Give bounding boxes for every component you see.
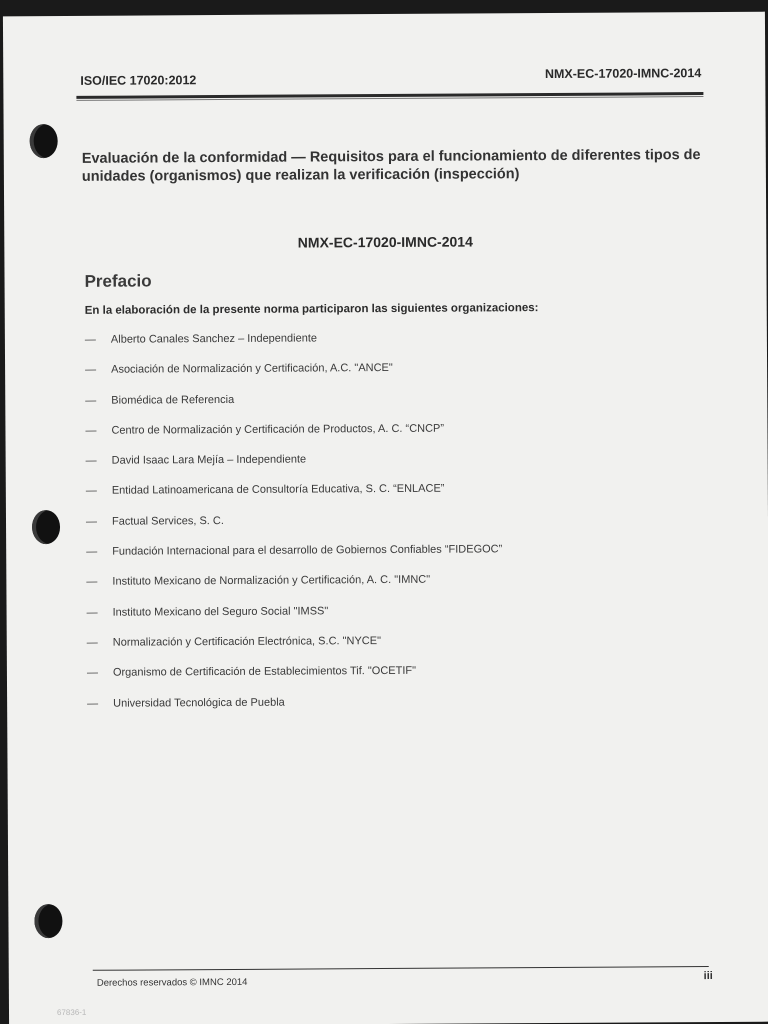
list-item <box>87 695 503 728</box>
list-dash: — <box>85 394 97 407</box>
section-heading: Prefacio <box>84 271 152 291</box>
list-item <box>86 574 502 607</box>
organization-name: Centro de Normalización y Certificación de Productos, A. C. “CNCP” <box>111 422 445 437</box>
list-item <box>87 604 503 637</box>
list-dash: — <box>85 454 97 468</box>
list-dash: — <box>86 576 98 589</box>
organization-name: Alberto Canales Sanchez – Independiente <box>110 332 318 346</box>
organization-name: Factual Services, S. C. <box>111 514 224 528</box>
organization-name: David Isaac Lara Mejía – Independiente <box>111 453 307 467</box>
list-dash: — <box>84 333 96 346</box>
list-item <box>87 665 503 698</box>
list-item <box>85 331 501 364</box>
organization-name: Entidad Latinoamericana de Consultoría Educativa, S. C. “ENLACE” <box>111 483 445 498</box>
organization-name: Fundación Internacional para el desarrollo de Gobiernos Confiables “FIDEGOC” <box>112 543 503 558</box>
footer-rule <box>93 966 709 971</box>
punch-hole-middle <box>32 510 60 544</box>
list-dash: — <box>87 697 99 710</box>
footer-copyright: Derechos reservados © IMNC 2014 <box>96 976 248 989</box>
organization-name: Biomédica de Referencia <box>111 393 235 407</box>
header-nmx-reference: NMX-EC-17020-IMNC-2014 <box>544 66 702 82</box>
organization-name: Instituto Mexicano del Seguro Social "IMSS" <box>112 605 329 619</box>
list-dash: — <box>86 606 98 619</box>
list-item <box>86 483 502 516</box>
organization-name: Asociación de Normalización y Certificación, A.C. "ANCE" <box>111 362 393 376</box>
section-intro: En la elaboración de la presente norma participaron las siguientes organizaciones: <box>84 302 539 317</box>
list-item <box>85 392 501 425</box>
list-dash: — <box>86 667 98 680</box>
document-title: Evaluación de la conformidad — Requisitos para el funcionamiento de diferentes tipos de unidades (organismos) que realizan la verificación (inspección) <box>81 147 701 185</box>
list-item <box>86 543 502 576</box>
organization-name: Normalización y Certificación Electrónica, S.C. "NYCE" <box>112 635 382 649</box>
list-dash: — <box>86 636 98 649</box>
organization-name: Universidad Tecnológica de Puebla <box>113 696 285 710</box>
organization-name: Organismo de Certificación de Establecimientos Tif. "OCETIF" <box>112 665 417 679</box>
list-item <box>85 362 501 395</box>
list-item <box>86 513 502 546</box>
page-number: iii <box>703 970 713 983</box>
scan-mark: 67836-1 <box>56 1007 87 1018</box>
organizations-list <box>85 331 503 727</box>
list-item <box>87 634 503 667</box>
header-iso-reference: ISO/IEC 17020:2012 <box>80 73 197 88</box>
organization-name: Instituto Mexicano de Normalización y Certificación, A. C. "IMNC" <box>112 574 431 589</box>
standard-code: NMX-EC-17020-IMNC-2014 <box>297 233 473 251</box>
list-dash: — <box>85 364 97 377</box>
page-header <box>76 66 703 99</box>
list-item <box>85 422 501 455</box>
list-dash: — <box>85 485 97 498</box>
list-item <box>86 452 502 485</box>
punch-hole-top <box>30 124 58 158</box>
paper-sheet <box>3 12 768 1024</box>
punch-hole-bottom <box>34 904 62 938</box>
list-dash: — <box>85 424 97 437</box>
list-dash: — <box>86 545 98 558</box>
list-dash: — <box>85 515 98 528</box>
